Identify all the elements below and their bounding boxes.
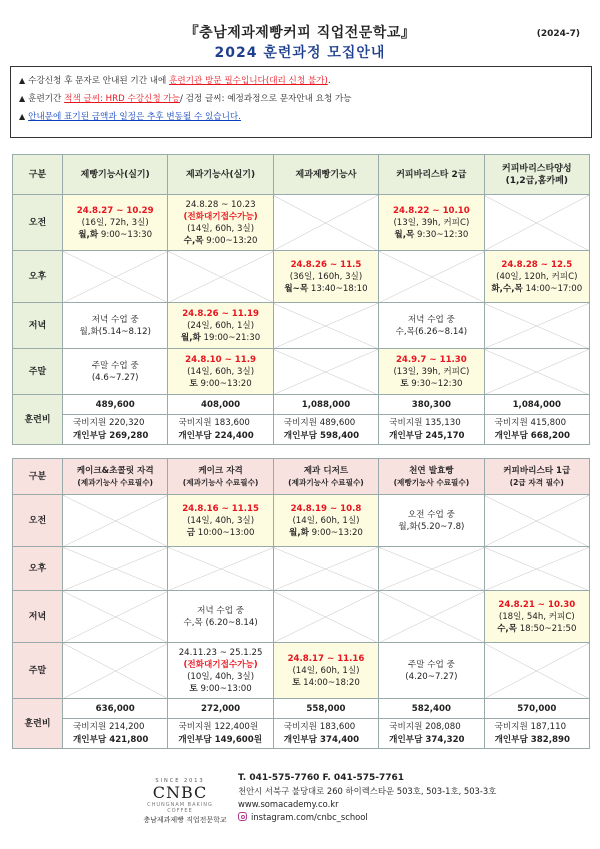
page-title: 『충남제과제빵커피 직업전문학교』 xyxy=(184,25,416,41)
empty-cell xyxy=(379,547,484,591)
schedule-cell: 24.8.17 ~ 11.16 (14일, 60h, 1실) 토 14:00~18:20 xyxy=(273,643,378,699)
notice-highlight: 적색 글씨: HRD 수강신청 가능 xyxy=(64,94,180,104)
empty-cell xyxy=(273,591,378,643)
fee-detail: 국비지원 208,080 개인부담 374,320 xyxy=(379,719,484,749)
gubun-label: 구분 xyxy=(13,459,63,495)
fee-total: 408,000 xyxy=(168,395,273,415)
fee-detail: 국비지원 489,600 개인부담 598,400 xyxy=(273,415,378,445)
triangle-icon: ▲ xyxy=(19,76,26,85)
schedule-table-1 xyxy=(12,154,590,445)
schedule-cell: 24.8.10 ~ 11.9 (14일, 60h, 3실) 토 9:00~13:20 xyxy=(168,349,273,395)
empty-cell xyxy=(379,591,484,643)
instagram-link[interactable] xyxy=(238,811,496,824)
triangle-icon: ▲ xyxy=(19,94,26,103)
schedule-cell: 24.9.7 ~ 11.30 (13일, 39h, 커피C) 토 9:30~12:30 xyxy=(379,349,484,395)
row-label-am: 오전 xyxy=(13,195,63,251)
course-header xyxy=(484,155,589,195)
notice-highlight: 안내문에 표기된 금액과 일정은 추후 변동될 수 있습니다. xyxy=(28,112,241,122)
fee-total: 1,088,000 xyxy=(273,395,378,415)
row-label-fee: 훈련비 xyxy=(13,395,63,445)
empty-cell xyxy=(484,495,589,547)
course-header-title: 커피바리스타양성 xyxy=(502,163,572,174)
notice-text: / 검정 글씨: 예정과정으로 문자안내 요청 가능 xyxy=(180,94,352,104)
schedule-cell: 24.8.16 ~ 11.15 (14일, 40h, 3실) 금 10:00~13:00 xyxy=(168,495,273,547)
page-subtitle: 2024 훈련과정 모집안내 xyxy=(214,45,386,61)
notice-text: 수강신청 후 문자로 안내된 기간 내에 xyxy=(28,76,170,86)
schedule-cell: 24.8.22 ~ 10.10 (13일, 39h, 커피C) 월,목 9:30~12:30 xyxy=(379,195,484,251)
course-header-sub: (1,2급,홈카페) xyxy=(505,175,568,186)
schedule-cell: 24.8.21 ~ 10.30 (18일, 54h, 커피C) 수,목 18:50~21:50 xyxy=(484,591,589,643)
empty-cell xyxy=(168,251,273,303)
course-header: 케이크 자격 (제과기능사 수료필수) xyxy=(168,459,273,495)
fee-total: 1,084,000 xyxy=(484,395,589,415)
fee-total: 582,400 xyxy=(379,699,484,719)
empty-cell xyxy=(63,547,168,591)
empty-cell xyxy=(484,195,589,251)
schedule-cell: 오전 수업 중 월,화(5.20~7.8) xyxy=(379,495,484,547)
notice-highlight: 훈련기관 방문 필수입니다(대리 신청 불가) xyxy=(169,76,328,86)
notice-text: . xyxy=(327,76,331,86)
schedule-cell: 저녁 수업 중 수,목(6.26~8.14) xyxy=(379,303,484,349)
course-header: 천연 발효빵 (제빵기능사 수료필수) xyxy=(379,459,484,495)
notice-box xyxy=(10,66,592,138)
row-label-am: 오전 xyxy=(13,495,63,547)
logo-subtext: CHUNGNAM BAKING COFFEE xyxy=(147,802,213,814)
school-name: 충남제과제빵 직업전문학교 xyxy=(143,816,227,824)
schedule-table-2 xyxy=(12,458,590,749)
schedule-cell: 24.8.26 ~ 11.5 (36일, 160h, 3실) 월~목 13:40~18:10 xyxy=(273,251,378,303)
course-header: 제과기능사(실기) xyxy=(168,155,273,195)
empty-cell xyxy=(63,643,168,699)
instagram-text: instagram.com/cnbc_school xyxy=(251,812,368,822)
contact-info xyxy=(238,772,496,824)
fee-detail: 국비지원 183,600 개인부담 374,400 xyxy=(273,719,378,749)
fee-total: 636,000 xyxy=(63,699,168,719)
schedule-cell: 24.8.26 ~ 11.19 (24일, 60h, 1실) 월,화 19:00~21:30 xyxy=(168,303,273,349)
schedule-cell: 저녁 수업 중 수,목 (6.20~8.14) xyxy=(168,591,273,643)
notice-text: 훈련기간 xyxy=(28,94,65,104)
course-header: 커피바리스타 1급 (2급 자격 필수) xyxy=(484,459,589,495)
empty-cell xyxy=(273,195,378,251)
fee-total: 489,600 xyxy=(63,395,168,415)
row-label-pm: 오후 xyxy=(13,251,63,303)
empty-cell xyxy=(484,349,589,395)
notice-line xyxy=(19,90,583,108)
address: 천안시 서북구 불당대로 260 하이렉스타운 503호, 503-1호, 503-3호 xyxy=(238,786,497,796)
logo-since: SINCE 2013 xyxy=(155,778,205,784)
schedule-cell: 24.8.28 ~ 12.5 (40일, 120h, 커피C) 화,수,목 14:00~17:00 xyxy=(484,251,589,303)
schedule-cell: 24.8.19 ~ 10.8 (14일, 60h, 1실) 월,화 9:00~13:20 xyxy=(273,495,378,547)
empty-cell xyxy=(63,251,168,303)
gubun-label: 구분 xyxy=(13,155,63,195)
logo-text: CNBC xyxy=(152,783,208,802)
empty-cell xyxy=(379,251,484,303)
fee-total: 558,000 xyxy=(273,699,378,719)
schedule-cell: 24.8.27 ~ 10.29 (16일, 72h, 3실) 월,화 9:00~13:30 xyxy=(63,195,168,251)
phone-fax: T. 041-575-7760 F. 041-575-7761 xyxy=(238,773,405,783)
notice-line xyxy=(19,108,583,126)
empty-cell xyxy=(273,303,378,349)
schedule-cell: 24.8.28 ~ 10.23 (전화대기접수가능) (14일, 60h, 3실) 수,목 9:00~13:20 xyxy=(168,195,273,251)
fee-detail: 국비지원 220,320 개인부담 269,280 xyxy=(63,415,168,445)
instagram-icon xyxy=(238,812,247,821)
course-header: 제과 디저트 (제과기능사 수료필수) xyxy=(273,459,378,495)
empty-cell xyxy=(484,547,589,591)
course-header: 커피바리스타 2급 xyxy=(379,155,484,195)
schedule-cell: 24.11.23 ~ 25.1.25 (전화대기접수가능) (10일, 40h, 3실) 토 9:00~13:00 xyxy=(168,643,273,699)
row-label-eve: 저녁 xyxy=(13,303,63,349)
row-label-wkd: 주말 xyxy=(13,643,63,699)
row-label-eve: 저녁 xyxy=(13,591,63,643)
course-header: 케이크&초콜릿 자격 (제과기능사 수료필수) xyxy=(63,459,168,495)
schedule-cell: 주말 수업 중 (4.20~7.27) xyxy=(379,643,484,699)
fee-detail: 국비지원 135,130 개인부담 245,170 xyxy=(379,415,484,445)
empty-cell xyxy=(63,591,168,643)
fee-detail: 국비지원 183,600 개인부담 224,400 xyxy=(168,415,273,445)
website-link[interactable]: www.somacademy.co.kr xyxy=(238,799,339,809)
course-header: 제과제빵기능사 xyxy=(273,155,378,195)
course-header: 제빵기능사(실기) xyxy=(63,155,168,195)
triangle-icon: ▲ xyxy=(19,112,26,121)
version-label: (2024-7) xyxy=(536,29,580,39)
fee-detail: 국비지원 214,200 개인부담 421,800 xyxy=(63,719,168,749)
empty-cell xyxy=(168,547,273,591)
schedule-cell: 저녁 수업 중 월,화(5.14~8.12) xyxy=(63,303,168,349)
empty-cell xyxy=(273,349,378,395)
fee-total: 380,300 xyxy=(379,395,484,415)
fee-total: 272,000 xyxy=(168,699,273,719)
schedule-cell: 주말 수업 중 (4.6~7.27) xyxy=(63,349,168,395)
fee-detail: 국비지원 122,400원 개인부담 149,600원 xyxy=(168,719,273,749)
empty-cell xyxy=(484,303,589,349)
row-label-pm: 오후 xyxy=(13,547,63,591)
empty-cell xyxy=(63,495,168,547)
empty-cell xyxy=(484,643,589,699)
empty-cell xyxy=(273,547,378,591)
row-label-wkd: 주말 xyxy=(13,349,63,395)
fee-total: 570,000 xyxy=(484,699,589,719)
row-label-fee: 훈련비 xyxy=(13,699,63,749)
notice-line xyxy=(19,72,583,90)
fee-detail: 국비지원 415,800 개인부담 668,200 xyxy=(484,415,589,445)
fee-detail: 국비지원 187,110 개인부담 382,890 xyxy=(484,719,589,749)
